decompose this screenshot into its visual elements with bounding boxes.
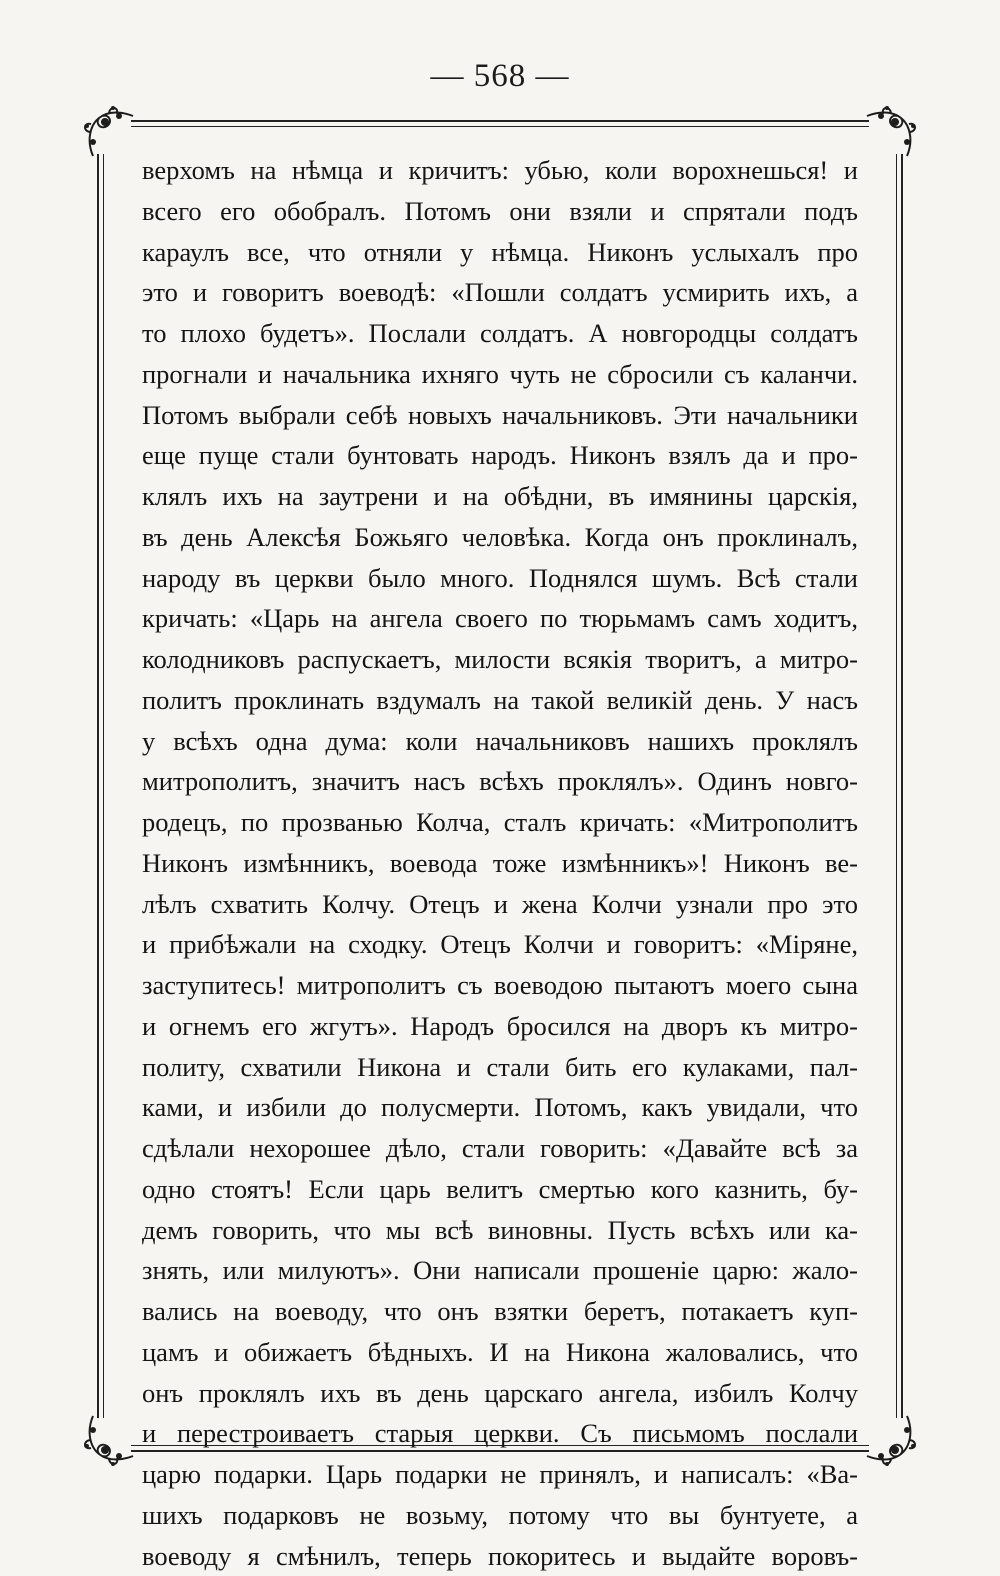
border-left-outer-rule — [97, 154, 99, 1418]
text-line: верхомъ на нѣмца и кричитъ: убью, коли ворохнешься! и — [142, 150, 858, 191]
text-line: знять, или милуютъ». Они написали прошеніе царю: жало- — [142, 1250, 858, 1291]
text-line: колодниковъ распускаетъ, милости всякія творитъ, а митро- — [142, 639, 858, 680]
floral-corner-ornament-icon — [79, 1414, 135, 1470]
text-line: одно стоятъ! Если царь велитъ смертью кого казнить, бу- — [142, 1169, 858, 1210]
text-line: цамъ и обижаетъ бѣдныхъ. И на Никона жаловались, что — [142, 1332, 858, 1373]
text-line: кричать: «Царь на ангела своего по тюрьмамъ самъ ходитъ, — [142, 598, 858, 639]
border-left-inner-rule — [103, 154, 104, 1418]
floral-corner-ornament-icon — [79, 102, 135, 158]
text-line: родецъ, по прозванью Колча, сталъ кричать: «Митрополитъ — [142, 802, 858, 843]
text-line: караулъ все, что отняли у нѣмца. Никонъ услыхалъ про — [142, 232, 858, 273]
body-text — [142, 150, 858, 1440]
text-line: всего его обобралъ. Потомъ они взяли и спрятали подъ — [142, 191, 858, 232]
text-line: еще пуще стали бунтовать народъ. Никонъ взялъ да и про- — [142, 435, 858, 476]
border-top-outer-rule — [131, 120, 869, 122]
text-line: народу въ церкви было много. Поднялся шумъ. Всѣ стали — [142, 558, 858, 599]
text-line: Потомъ выбрали себѣ новыхъ начальниковъ. Эти начальники — [142, 395, 858, 436]
text-line: митрополитъ, значитъ насъ всѣхъ проклялъ». Одинъ новго- — [142, 761, 858, 802]
text-line: прогнали и начальника ихняго чуть не сбросили съ каланчи. — [142, 354, 858, 395]
text-line: политъ проклинать вздумалъ на такой великій день. У насъ — [142, 680, 858, 721]
text-line: и прибѣжали на сходку. Отецъ Колчи и говоритъ: «Міряне, — [142, 924, 858, 965]
floral-corner-ornament-icon — [865, 1414, 921, 1470]
text-line: лѣлъ схватить Колчу. Отецъ и жена Колчи узнали про это — [142, 884, 858, 925]
floral-corner-ornament-icon — [865, 102, 921, 158]
text-line: политу, схватили Никона и стали бить его кулаками, пал- — [142, 1047, 858, 1088]
page-number: — 568 — — [0, 58, 1000, 95]
border-top-inner-rule — [131, 126, 869, 127]
text-line: и перестроиваетъ старыя церкви. Съ письмомъ послали — [142, 1413, 858, 1454]
border-right-outer-rule — [901, 154, 903, 1418]
text-line: ками, и избили до полусмерти. Потомъ, какъ увидали, что — [142, 1087, 858, 1128]
text-line: и огнемъ его жгутъ». Народъ бросился на дворъ къ митро- — [142, 1006, 858, 1047]
text-line: то плохо будетъ». Послали солдатъ. А новгородцы солдатъ — [142, 313, 858, 354]
text-line: это и говоритъ воеводѣ: «Пошли солдатъ усмирить ихъ, а — [142, 272, 858, 313]
text-line: сдѣлали нехорошее дѣло, стали говорить: «Давайте всѣ за — [142, 1128, 858, 1169]
text-line: онъ проклялъ ихъ въ день царскаго ангела, избилъ Колчу — [142, 1373, 858, 1414]
text-line: воеводу я смѣнилъ, теперь покоритесь и выдайте воровъ- — [142, 1536, 858, 1576]
text-line: клялъ ихъ на заутрени и на обѣдни, въ имянины царскія, — [142, 476, 858, 517]
text-line: шихъ подарковъ не возьму, потому что вы бунтуете, а — [142, 1495, 858, 1536]
text-line: вались на воеводу, что онъ взятки беретъ, потакаетъ куп- — [142, 1291, 858, 1332]
text-line: у всѣхъ одна дума: коли начальниковъ нашихъ проклялъ — [142, 721, 858, 762]
border-right-inner-rule — [896, 154, 897, 1418]
text-line: въ день Алексѣя Божьяго человѣка. Когда онъ проклиналъ, — [142, 517, 858, 558]
text-line: демъ говорить, что мы всѣ виновны. Пусть всѣхъ или ка- — [142, 1210, 858, 1251]
text-line: Никонъ измѣнникъ, воевода тоже измѣнникъ»! Никонъ ве- — [142, 843, 858, 884]
text-line: заступитесь! митрополитъ съ воеводою пытаютъ моего сына — [142, 965, 858, 1006]
text-line: царю подарки. Царь подарки не принялъ, и написалъ: «Ва- — [142, 1454, 858, 1495]
